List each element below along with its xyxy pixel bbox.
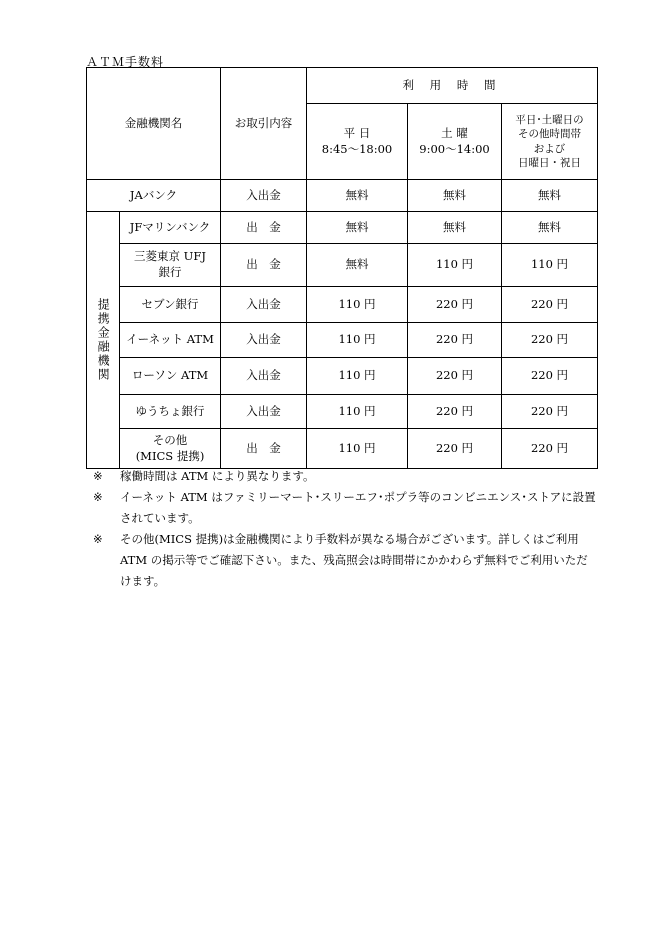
partner-bank-line1: 三菱東京 UFJ bbox=[134, 249, 206, 264]
holiday-line-4: 日曜日・祝日 bbox=[518, 156, 582, 169]
holiday-line-3: および bbox=[533, 142, 566, 155]
header-bank-name: 金融機関名 bbox=[87, 68, 221, 180]
table-row bbox=[87, 287, 598, 323]
table-row bbox=[87, 395, 598, 429]
saturday-label: 土 曜 bbox=[441, 125, 468, 140]
ja-weekday: 無料 bbox=[307, 180, 408, 212]
partner-weekday: 110 円 bbox=[307, 395, 408, 429]
partner-weekday: 110 円 bbox=[307, 358, 408, 395]
partner-weekday: 110 円 bbox=[307, 323, 408, 358]
partner-bank-line1: セブン銀行 bbox=[141, 296, 199, 311]
partner-bank bbox=[120, 358, 221, 395]
partner-bank bbox=[120, 287, 221, 323]
partner-saturday: 220 円 bbox=[408, 395, 502, 429]
holiday-line-2: その他時間帯 bbox=[518, 128, 582, 141]
ja-bank: JAバンク bbox=[87, 180, 221, 212]
holiday-line-1: 平日･土曜日の bbox=[515, 114, 584, 127]
partner-holiday: 無料 bbox=[502, 212, 598, 244]
partner-saturday: 220 円 bbox=[408, 429, 502, 469]
partner-service: 入出金 bbox=[221, 287, 307, 323]
table-row-ja bbox=[87, 180, 598, 212]
notes-section bbox=[93, 466, 597, 592]
partner-weekday: 110 円 bbox=[307, 429, 408, 469]
partner-service: 出 金 bbox=[221, 244, 307, 287]
partner-weekday: 無料 bbox=[307, 212, 408, 244]
ja-service: 入出金 bbox=[221, 180, 307, 212]
note-mark: ※ bbox=[93, 469, 103, 483]
partner-saturday: 無料 bbox=[408, 212, 502, 244]
partner-label: 提携金融機関 bbox=[96, 298, 111, 382]
note-text: 稼働時間は ATM により異なります。 bbox=[120, 469, 315, 483]
partner-bank-line2: 銀行 bbox=[158, 265, 182, 279]
partner-bank bbox=[120, 244, 221, 287]
weekday-hours: 8:45～18:00 bbox=[321, 141, 393, 156]
partner-service: 入出金 bbox=[221, 395, 307, 429]
partner-bank bbox=[120, 323, 221, 358]
note-text: イーネット ATM はファミリーマート･スリーエフ･ポプラ等のコンビニエンス･ストアに設置されています。 bbox=[120, 490, 596, 525]
partner-bank bbox=[120, 212, 221, 244]
note-text: その他(MICS 提携)は金融機関により手数料が異なる場合がございます。詳しくはご利用 ATM の掲示等でご確認下さい。また、残高照会は時間帯にかかわらず無料でご利用いただけます。 bbox=[120, 532, 588, 588]
partner-institutions-label bbox=[87, 212, 120, 469]
partner-service: 入出金 bbox=[221, 358, 307, 395]
header-usage-time: 利 用 時 間 bbox=[307, 68, 598, 104]
partner-saturday: 110 円 bbox=[408, 244, 502, 287]
header-holiday bbox=[502, 104, 598, 180]
weekday-label: 平 日 bbox=[343, 125, 371, 140]
note-mark: ※ bbox=[93, 490, 103, 504]
partner-service: 出 金 bbox=[221, 429, 307, 469]
saturday-hours: 9:00～14:00 bbox=[419, 141, 490, 156]
header-weekday bbox=[307, 104, 408, 180]
table-header-row bbox=[87, 68, 598, 104]
note-item bbox=[93, 487, 597, 529]
atm-fee-table bbox=[86, 67, 598, 469]
partner-bank bbox=[120, 395, 221, 429]
partner-holiday: 220 円 bbox=[502, 323, 598, 358]
partner-bank-line1: JFマリンバンク bbox=[129, 219, 211, 234]
page-title: ＡＴＭ手数料 bbox=[86, 55, 165, 69]
partner-saturday: 220 円 bbox=[408, 323, 502, 358]
partner-service: 入出金 bbox=[221, 323, 307, 358]
table-row bbox=[87, 244, 598, 287]
note-mark: ※ bbox=[93, 532, 103, 546]
partner-saturday: 220 円 bbox=[408, 287, 502, 323]
partner-service: 出 金 bbox=[221, 212, 307, 244]
partner-bank-line1: その他 bbox=[152, 432, 188, 447]
header-service: お取引内容 bbox=[221, 68, 307, 180]
table-row bbox=[87, 212, 598, 244]
partner-bank bbox=[120, 429, 221, 469]
partner-bank-line1: ゆうちょ銀行 bbox=[135, 403, 205, 418]
partner-holiday: 220 円 bbox=[502, 429, 598, 469]
partner-saturday: 220 円 bbox=[408, 358, 502, 395]
header-saturday bbox=[408, 104, 502, 180]
table-row bbox=[87, 358, 598, 395]
partner-holiday: 220 円 bbox=[502, 287, 598, 323]
partner-weekday: 110 円 bbox=[307, 287, 408, 323]
partner-weekday: 無料 bbox=[307, 244, 408, 287]
note-item bbox=[93, 466, 597, 487]
partner-bank-line2: (MICS 提携) bbox=[135, 448, 205, 463]
partner-bank-line1: ローソン ATM bbox=[131, 368, 209, 383]
table-row bbox=[87, 429, 598, 469]
ja-saturday: 無料 bbox=[408, 180, 502, 212]
note-item bbox=[93, 529, 597, 592]
partner-holiday: 110 円 bbox=[502, 244, 598, 287]
partner-holiday: 220 円 bbox=[502, 395, 598, 429]
partner-bank-line1: イーネット ATM bbox=[126, 332, 214, 347]
ja-holiday: 無料 bbox=[502, 180, 598, 212]
partner-holiday: 220 円 bbox=[502, 358, 598, 395]
table-row bbox=[87, 323, 598, 358]
